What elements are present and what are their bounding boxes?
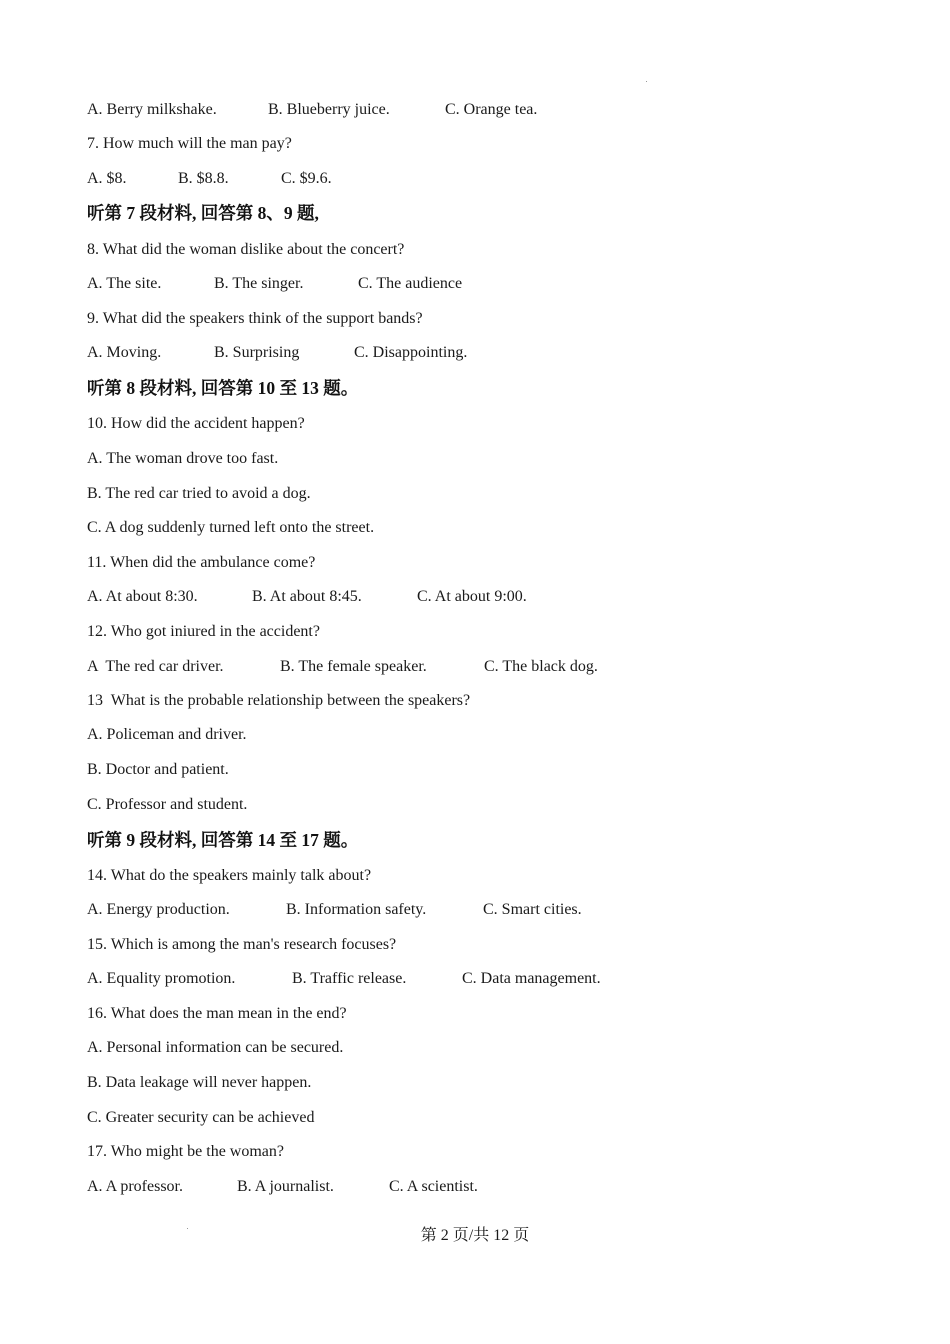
q10-option-b: B. The red car tried to avoid a dog. xyxy=(87,485,311,502)
q17-option-b: B. A journalist. xyxy=(237,1178,334,1195)
q17-option-a: A. A professor. xyxy=(87,1178,183,1195)
q14-option-c: C. Smart cities. xyxy=(483,901,582,918)
q13-option-b: B. Doctor and patient. xyxy=(87,761,229,778)
q7-option-a: A. $8. xyxy=(87,170,127,187)
q15-question: 15. Which is among the man's research focuses? xyxy=(87,936,397,953)
q15-option-b: B. Traffic release. xyxy=(292,970,407,987)
q12-option-b: B. The female speaker. xyxy=(280,658,427,675)
q15-option-c: C. Data management. xyxy=(462,970,601,987)
q15-option-a: A. Equality promotion. xyxy=(87,970,236,987)
q9-option-c: C. Disappointing. xyxy=(354,344,468,361)
q7-option-c: C. $9.6. xyxy=(281,170,332,187)
q6-option-b: B. Blueberry juice. xyxy=(268,101,390,118)
page-footer: 第 2 页/共 12 页 xyxy=(420,1227,530,1244)
q8-option-a: A. The site. xyxy=(87,275,162,292)
q12-option-a: A The red car driver. xyxy=(87,658,224,675)
q11-option-b: B. At about 8:45. xyxy=(252,588,362,605)
q11-question: 11. When did the ambulance come? xyxy=(87,554,316,571)
scan-speck xyxy=(646,81,647,82)
q8-question: 8. What did the woman dislike about the concert? xyxy=(87,241,405,258)
q16-option-b: B. Data leakage will never happen. xyxy=(87,1074,312,1091)
q12-question: 12. Who got iniured in the accident? xyxy=(87,623,320,640)
q10-option-c: C. A dog suddenly turned left onto the street. xyxy=(87,519,375,536)
section-heading-9: 听第 9 段材料, 回答第 14 至 17 题。 xyxy=(87,830,359,850)
section-heading-8: 听第 8 段材料, 回答第 10 至 13 题。 xyxy=(87,378,359,398)
q8-option-c: C. The audience xyxy=(358,275,463,292)
q8-option-b: B. The singer. xyxy=(214,275,304,292)
q14-question: 14. What do the speakers mainly talk about? xyxy=(87,867,372,884)
q6-option-c: C. Orange tea. xyxy=(445,101,538,118)
q6-option-a: A. Berry milkshake. xyxy=(87,101,217,118)
q16-option-c: C. Greater security can be achieved xyxy=(87,1109,315,1126)
q17-question: 17. Who might be the woman? xyxy=(87,1143,284,1160)
q17-option-c: C. A scientist. xyxy=(389,1178,478,1195)
q7-option-b: B. $8.8. xyxy=(178,170,229,187)
q9-option-a: A. Moving. xyxy=(87,344,162,361)
q11-option-a: A. At about 8:30. xyxy=(87,588,198,605)
q10-option-a: A. The woman drove too fast. xyxy=(87,450,279,467)
q13-option-c: C. Professor and student. xyxy=(87,796,248,813)
q7-question: 7. How much will the man pay? xyxy=(87,135,292,152)
q16-question: 16. What does the man mean in the end? xyxy=(87,1005,347,1022)
section-heading-7: 听第 7 段材料, 回答第 8、9 题, xyxy=(87,203,319,223)
q9-option-b: B. Surprising xyxy=(214,344,300,361)
q13-option-a: A. Policeman and driver. xyxy=(87,726,247,743)
q13-question: 13 What is the probable relationship between the speakers? xyxy=(87,692,471,709)
q12-option-c: C. The black dog. xyxy=(484,658,598,675)
q11-option-c: C. At about 9:00. xyxy=(417,588,527,605)
q14-option-b: B. Information safety. xyxy=(286,901,427,918)
q9-question: 9. What did the speakers think of the support bands? xyxy=(87,310,423,327)
q10-question: 10. How did the accident happen? xyxy=(87,415,305,432)
q16-option-a: A. Personal information can be secured. xyxy=(87,1039,344,1056)
q14-option-a: A. Energy production. xyxy=(87,901,230,918)
